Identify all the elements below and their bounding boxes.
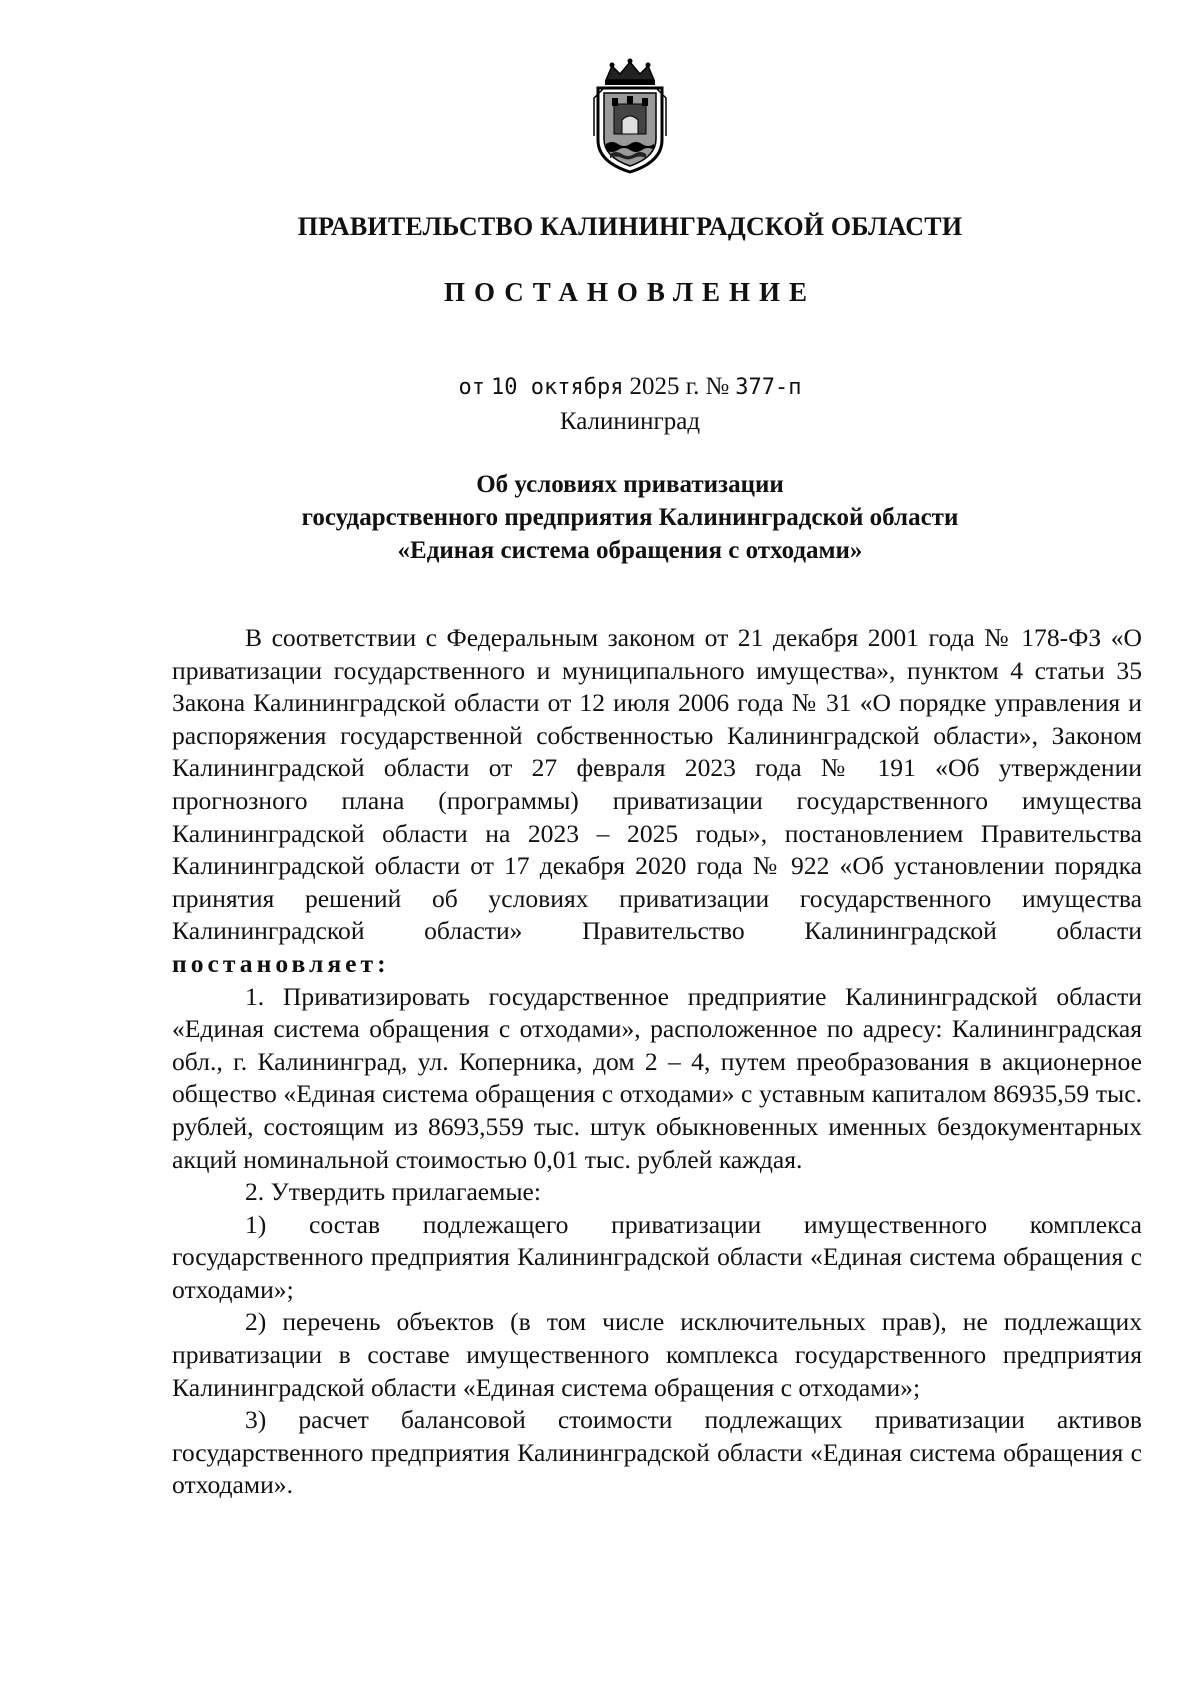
item-2-1-paragraph: 1) состав подлежащего приватизации имущественного комплекса государственного предприятия Калининградской области «Единая система обращения с отходами»; (172, 1209, 1142, 1304)
document-type: ПОСТАНОВЛЕНИЕ (443, 277, 817, 307)
title-line: государственного предприятия Калининградской области (301, 504, 959, 531)
document-number: 377-п (735, 375, 802, 400)
date-year: 2025 г. (629, 373, 700, 400)
item-1-paragraph: 1. Приватизировать государственное предприятие Калининградской области «Единая система обращения с отходами», расположенное по адресу: Калининградская обл., г. Калининград, ул. Коперника, дом 2 – 4, путем преобразования в акционерное общество «Единая система обращения с отходами» с уставным капиталом 86935,59 тыс. рублей, состоящим из 8693,559 тыс. штук обыкновенных именных бездокументарных акций номинальной стоимостью 0,01 тыс. рублей каждая. (172, 981, 1142, 1174)
title-line: Об условиях приватизации (476, 471, 784, 498)
date-and-number (0, 373, 1200, 401)
resolves-word (172, 948, 1142, 981)
item-2-paragraph: 2. Утвердить прилагаемые: (245, 1177, 542, 1207)
organization-name: ПРАВИТЕЛЬСТВО КАЛИНИНГРАДСКОЙ ОБЛАСТИ (297, 212, 963, 241)
resolves-label: постановляет: (172, 948, 390, 978)
date-day: 10 октября (491, 375, 624, 400)
date-prefix: от (458, 375, 485, 400)
item-2-3-paragraph: 3) расчет балансовой стоимости подлежащих приватизации активов государственного предприятия Калининградской области «Единая система обращения с отходами». (172, 1405, 1142, 1500)
document-body (172, 622, 1142, 1502)
city: Калининград (559, 408, 701, 435)
number-sign: № (705, 373, 730, 400)
title-line: «Единая система обращения с отходами» (397, 537, 863, 564)
item-2-2-paragraph: 2) перечень объектов (в том числе исключительных прав), не подлежащих приватизации в составе имущественного комплекса государственного предприятия Калининградской области «Единая система обращения с отходами»; (172, 1307, 1142, 1402)
document-title (0, 468, 1200, 567)
preamble-paragraph: В соответствии с Федеральным законом от 21 декабря 2001 года № 178-ФЗ «О приватизации государственного и муниципального имущества», пунктом 4 статьи 35 Закона Калининградской области от 12 июля 2006 года № 31 «О порядке управления и распоряжения государственной собственностью Калининградской области», Законом Калининградской области от 27 февраля 2023 года № 191 «Об утверждении прогнозного плана (программы) приватизации государственного имущества Калининградской области на 2023 – 2025 годы», постановлением Правительства Калининградской области от 17 декабря 2020 года № 922 «Об установлении порядка принятия решений об условиях приватизации государственного имущества Калининградской области» Правительство Калининградской области (172, 623, 1142, 946)
kaliningrad-coat-of-arms-icon (588, 58, 672, 176)
